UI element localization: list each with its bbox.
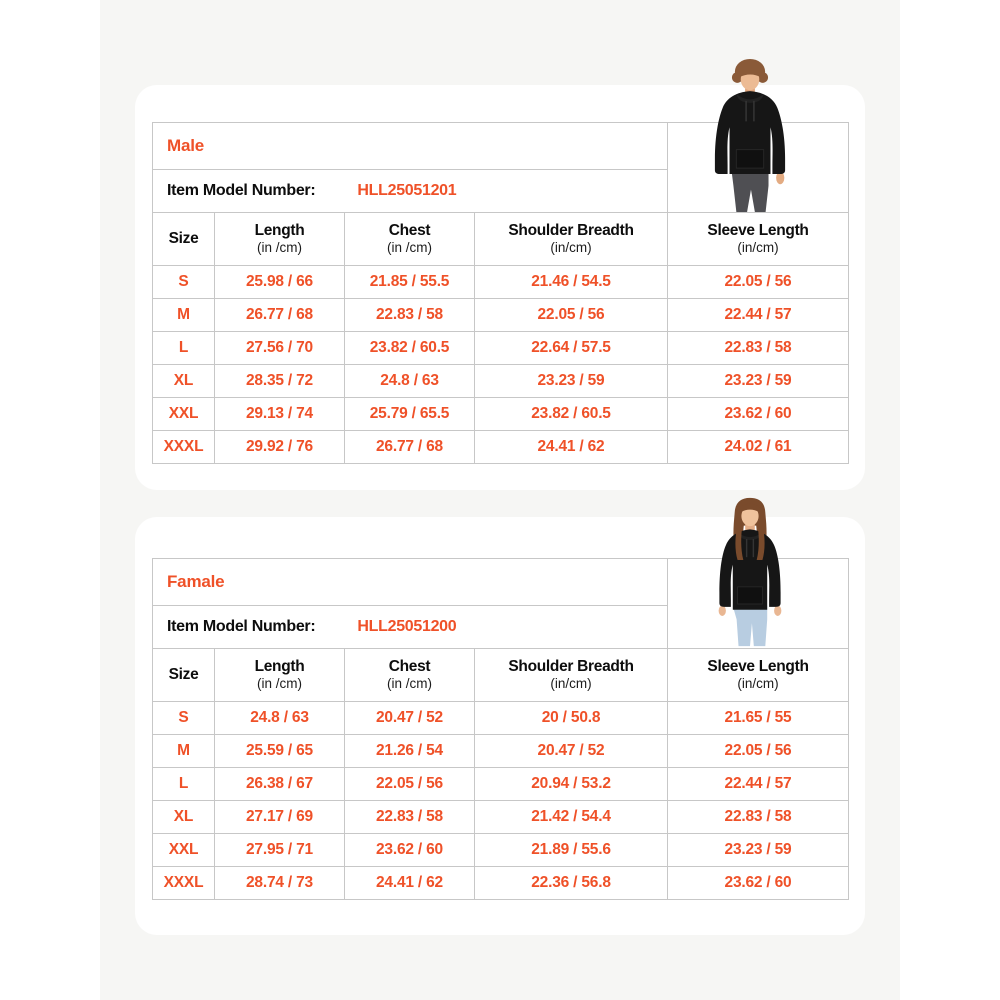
- chest-cell: 25.79 / 65.5: [345, 398, 475, 431]
- chest-cell: 22.83 / 58: [345, 801, 475, 834]
- table-row: [153, 266, 849, 299]
- chest-cell: 23.82 / 60.5: [345, 332, 475, 365]
- size-cell: XXL: [153, 834, 215, 867]
- column-header-shoulder: Shoulder Breadth (in/cm): [475, 649, 668, 702]
- length-cell: 27.95 / 71: [215, 834, 345, 867]
- chest-cell: 20.47 / 52: [345, 702, 475, 735]
- column-header-sleeve: Sleeve Length (in/cm): [668, 213, 849, 266]
- header-row: [153, 649, 849, 702]
- chest-cell: 22.83 / 58: [345, 299, 475, 332]
- shoulder-cell: 20.47 / 52: [475, 735, 668, 768]
- shoulder-cell: 21.46 / 54.5: [475, 266, 668, 299]
- chest-cell: 26.77 / 68: [345, 431, 475, 464]
- sleeve-cell: 21.65 / 55: [668, 702, 849, 735]
- column-header-size: Size: [153, 213, 215, 266]
- sleeve-cell: 22.44 / 57: [668, 299, 849, 332]
- sleeve-cell: 23.62 / 60: [668, 867, 849, 900]
- length-cell: 25.98 / 66: [215, 266, 345, 299]
- table-row: [153, 801, 849, 834]
- length-cell: 29.92 / 76: [215, 431, 345, 464]
- length-cell: 25.59 / 65: [215, 735, 345, 768]
- size-cell: M: [153, 735, 215, 768]
- sleeve-cell: 24.02 / 61: [668, 431, 849, 464]
- item-model-number: HLL25051201: [357, 182, 457, 199]
- size-cell: XXL: [153, 398, 215, 431]
- size-cell: L: [153, 332, 215, 365]
- size-cell: XXXL: [153, 431, 215, 464]
- sleeve-cell: 22.83 / 58: [668, 332, 849, 365]
- table-row: [153, 365, 849, 398]
- length-cell: 28.74 / 73: [215, 867, 345, 900]
- chest-cell: 21.85 / 55.5: [345, 266, 475, 299]
- male-model-image: [691, 57, 809, 213]
- shoulder-cell: 20 / 50.8: [475, 702, 668, 735]
- table-row: [153, 867, 849, 900]
- column-header-size: Size: [153, 649, 215, 702]
- table-row: [153, 398, 849, 431]
- length-cell: 24.8 / 63: [215, 702, 345, 735]
- size-cell: XXXL: [153, 867, 215, 900]
- chest-cell: 23.62 / 60: [345, 834, 475, 867]
- column-header-length: Length (in /cm): [215, 649, 345, 702]
- shoulder-cell: 22.64 / 57.5: [475, 332, 668, 365]
- shoulder-cell: 22.05 / 56: [475, 299, 668, 332]
- sleeve-cell: 22.05 / 56: [668, 266, 849, 299]
- shoulder-cell: 24.41 / 62: [475, 431, 668, 464]
- table-row: [153, 332, 849, 365]
- table-row: [153, 431, 849, 464]
- column-header-chest: Chest (in /cm): [345, 649, 475, 702]
- item-model-number: HLL25051200: [357, 618, 457, 635]
- size-cell: XL: [153, 801, 215, 834]
- table-row: [153, 299, 849, 332]
- column-header-length: Length (in /cm): [215, 213, 345, 266]
- shoulder-cell: 21.89 / 55.6: [475, 834, 668, 867]
- length-cell: 28.35 / 72: [215, 365, 345, 398]
- column-header-sleeve: Sleeve Length (in/cm): [668, 649, 849, 702]
- size-cell: M: [153, 299, 215, 332]
- size-cell: L: [153, 768, 215, 801]
- column-header-shoulder: Shoulder Breadth (in/cm): [475, 213, 668, 266]
- sleeve-cell: 23.62 / 60: [668, 398, 849, 431]
- length-cell: 26.77 / 68: [215, 299, 345, 332]
- column-header-chest: Chest (in /cm): [345, 213, 475, 266]
- sleeve-cell: 23.23 / 59: [668, 365, 849, 398]
- shoulder-cell: 20.94 / 53.2: [475, 768, 668, 801]
- male-size-chart-card: [135, 85, 865, 490]
- table-row: [153, 702, 849, 735]
- chest-cell: 24.41 / 62: [345, 867, 475, 900]
- gender-label: Famale: [153, 559, 668, 606]
- length-cell: 26.38 / 67: [215, 768, 345, 801]
- size-cell: XL: [153, 365, 215, 398]
- size-cell: S: [153, 702, 215, 735]
- header-row: [153, 213, 849, 266]
- sleeve-cell: 22.83 / 58: [668, 801, 849, 834]
- shoulder-cell: 21.42 / 54.4: [475, 801, 668, 834]
- chest-cell: 24.8 / 63: [345, 365, 475, 398]
- sleeve-cell: 22.05 / 56: [668, 735, 849, 768]
- sleeve-cell: 22.44 / 57: [668, 768, 849, 801]
- length-cell: 27.17 / 69: [215, 801, 345, 834]
- item-model-label: Item Model Number:: [167, 618, 316, 635]
- female-model-image: [691, 495, 809, 648]
- gender-label: Male: [153, 123, 668, 170]
- length-cell: 29.13 / 74: [215, 398, 345, 431]
- table-row: [153, 735, 849, 768]
- female-size-chart-card: [135, 517, 865, 935]
- table-row: [153, 768, 849, 801]
- chest-cell: 21.26 / 54: [345, 735, 475, 768]
- shoulder-cell: 23.82 / 60.5: [475, 398, 668, 431]
- size-cell: S: [153, 266, 215, 299]
- shoulder-cell: 22.36 / 56.8: [475, 867, 668, 900]
- sleeve-cell: 23.23 / 59: [668, 834, 849, 867]
- length-cell: 27.56 / 70: [215, 332, 345, 365]
- item-model-label: Item Model Number:: [167, 182, 316, 199]
- chest-cell: 22.05 / 56: [345, 768, 475, 801]
- shoulder-cell: 23.23 / 59: [475, 365, 668, 398]
- table-row: [153, 834, 849, 867]
